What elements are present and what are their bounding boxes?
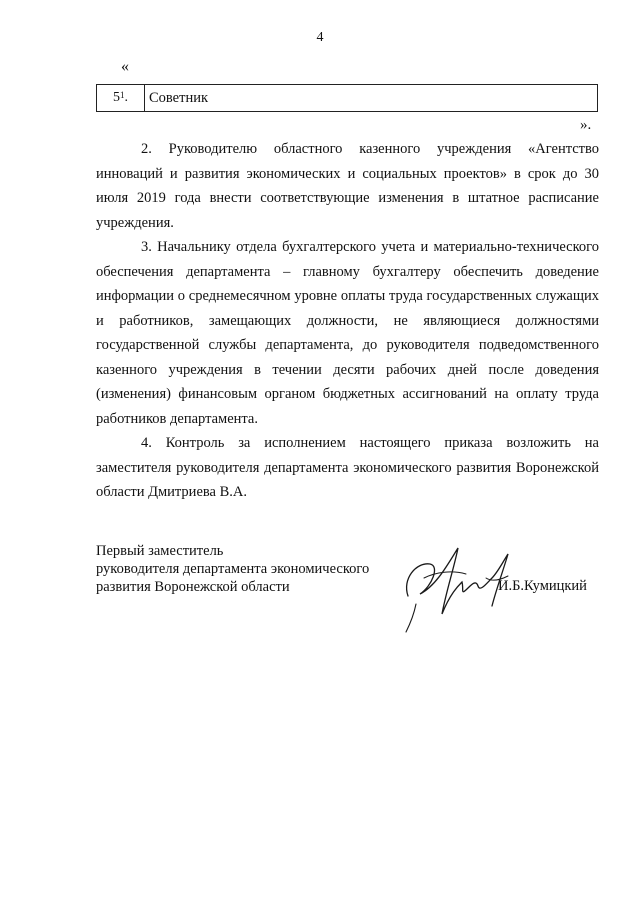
- paragraph-2: [96, 137, 599, 235]
- row-number: 5: [113, 90, 120, 105]
- paragraph-4-text: 4. Контроль за исполнением настоящего приказа возложить на заместителя руководителя департамента экономического развития Воронежской области Дмитриева В.А.: [96, 435, 599, 500]
- closing-quote: ».: [580, 117, 592, 133]
- paragraph-3-text: 3. Начальнику отдела бухгалтерского учета и материально-технического обеспечения департамента – главному бухгалтеру обеспечить доведение информации о среднемесячном уровне оплаты труда государственных служащих и работников, замещающих должности, не являющиеся должностями государственной службы департамента, до руководителя подведомственного казенного учреждения в течении десяти рабочих дней после доведения (изменения) финансовым органом бюджетных ассигнований на оплату труда работников департамента.: [96, 239, 599, 427]
- row-number-cell: [97, 85, 145, 111]
- signatory-line-1: Первый заместитель: [96, 543, 224, 559]
- amendment-table-row: [96, 84, 598, 112]
- signatory-title: [96, 542, 369, 596]
- position-cell: Советник: [149, 89, 209, 106]
- signatory-name: И.Б.Кумицкий: [498, 578, 587, 594]
- page-number: 4: [316, 30, 324, 45]
- signatory-line-3: развития Воронежской области: [96, 579, 290, 595]
- signatory-line-2: руководителя департамента экономического: [96, 561, 370, 577]
- row-number-superscript: 1: [120, 90, 125, 100]
- paragraph-4: [96, 431, 599, 505]
- paragraph-2-text: 2. Руководителю областного казенного учреждения «Агентство инноваций и развития экономических и социальных проектов» в срок до 30 июля 2019 года внести соответствующие изменения в штатное расписание учреждения.: [96, 141, 599, 231]
- paragraph-3: [96, 235, 599, 431]
- row-number-suffix: .: [124, 90, 128, 105]
- opening-quote: «: [121, 58, 129, 75]
